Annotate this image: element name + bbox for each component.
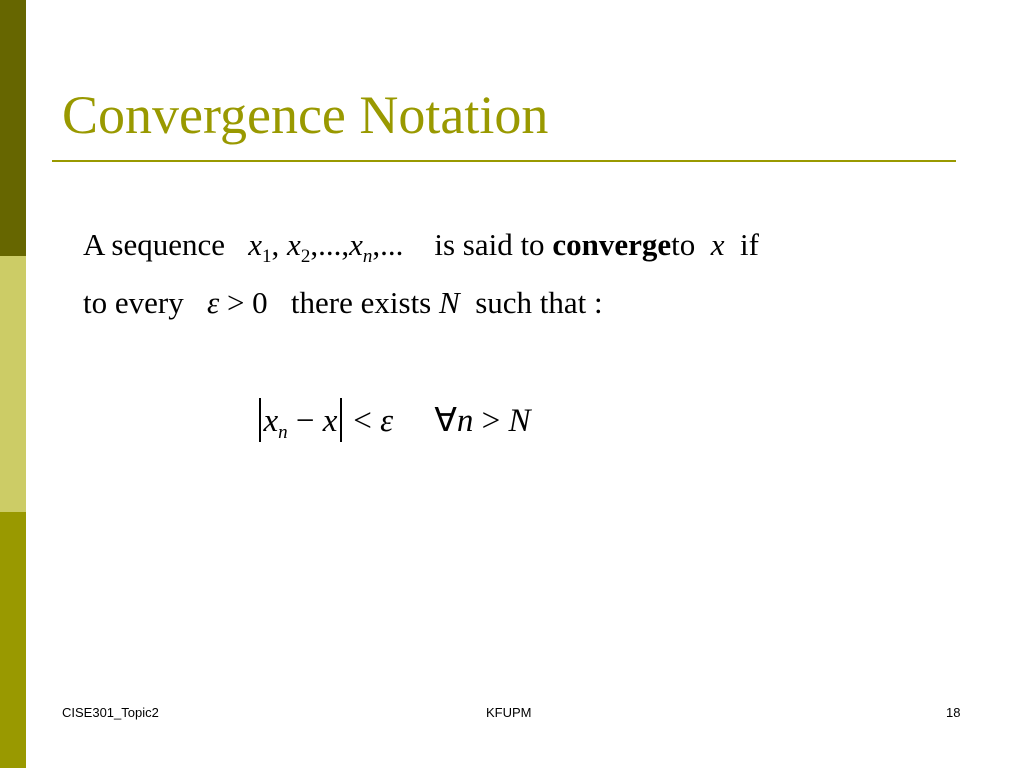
definition-line-1	[83, 227, 759, 267]
formula-x: x	[263, 403, 279, 439]
title-underline	[52, 160, 956, 162]
abs-bar-right	[340, 398, 342, 442]
forall-symbol: ∀	[434, 403, 457, 439]
said-text: is said to	[434, 227, 545, 262]
converge-keyword: converge	[552, 227, 672, 262]
sequence-expression	[248, 227, 404, 267]
definition-line-2	[83, 285, 603, 321]
seq-tail: ,...	[372, 227, 404, 262]
to-every-text: to every	[83, 285, 184, 320]
seq-sub-2: 2	[300, 246, 311, 267]
to-text: to	[671, 227, 696, 262]
seq-sub-n: n	[362, 246, 373, 267]
formula-N: N	[508, 403, 531, 439]
there-exists-text: there exists	[290, 285, 432, 320]
formula-x-limit: x	[322, 403, 338, 439]
formula-n: n	[456, 403, 474, 439]
abs-bar-left	[259, 398, 261, 442]
epsilon-symbol: ε	[206, 285, 220, 320]
seq-x2: x	[287, 227, 301, 262]
such-that-text: such that :	[475, 285, 603, 320]
footer-institution: KFUPM	[486, 705, 532, 720]
convergence-formula	[256, 398, 531, 442]
N-symbol: N	[439, 285, 460, 320]
epsilon-condition: > 0	[226, 285, 268, 320]
footer-page-number: 18	[946, 705, 961, 720]
formula-less-than: <	[344, 403, 381, 439]
sidebar-band-olive	[0, 512, 26, 768]
seq-x1: x	[248, 227, 263, 262]
seq-xn: x	[349, 227, 363, 262]
seq-ellipsis: ,...,	[310, 227, 350, 262]
limit-variable: x	[710, 227, 725, 262]
seq-comma: ,	[271, 227, 288, 262]
formula-epsilon: ε	[380, 403, 394, 439]
intro-text: A sequence	[83, 227, 226, 262]
footer-course: CISE301_Topic2	[62, 705, 159, 720]
if-text: if	[739, 227, 759, 262]
formula-minus: −	[287, 403, 323, 439]
slide-title: Convergence Notation	[62, 85, 549, 145]
sidebar-band-dark	[0, 0, 26, 256]
formula-sub-n: n	[278, 422, 288, 443]
seq-sub-1: 1	[262, 246, 272, 267]
sidebar-band-light	[0, 256, 26, 512]
formula-greater-than: >	[473, 403, 509, 439]
